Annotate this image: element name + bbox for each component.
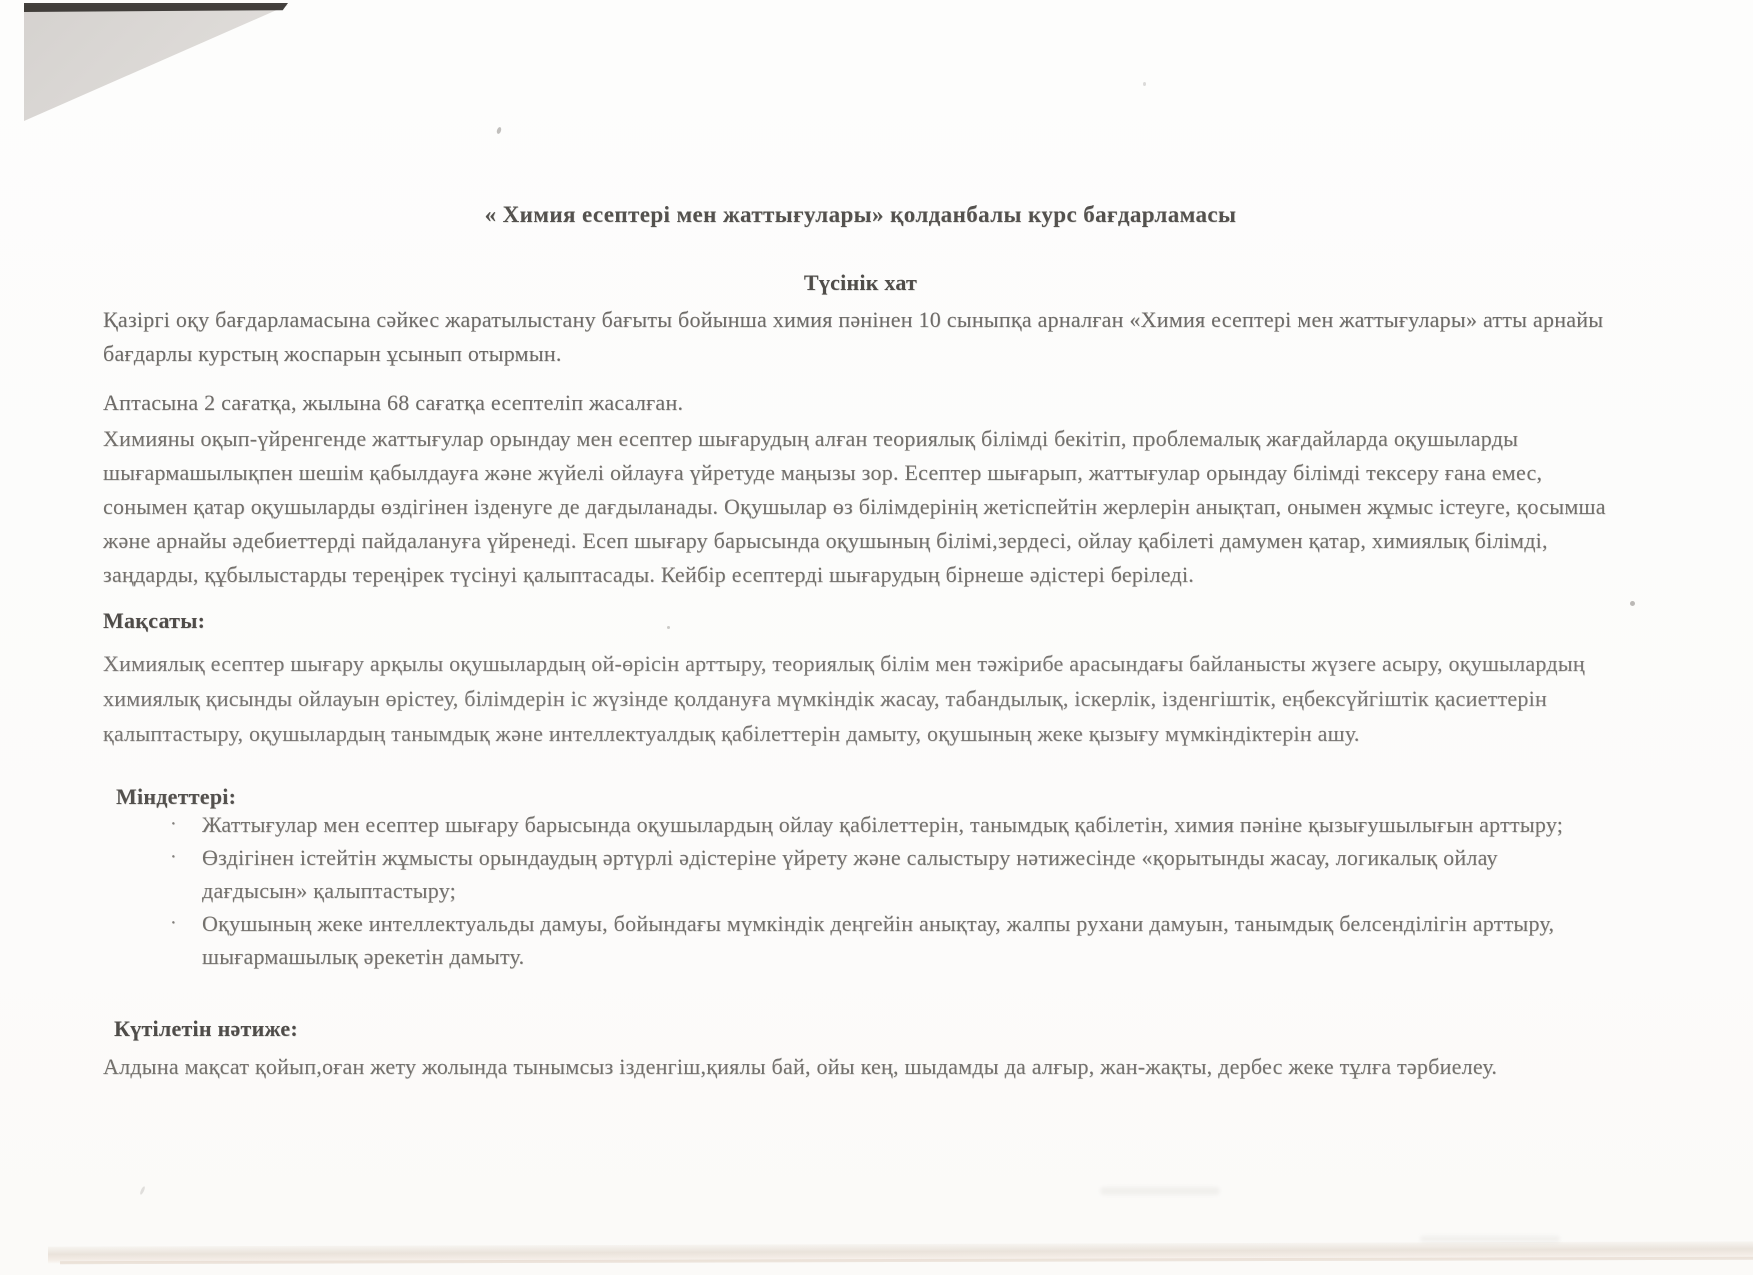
goal-heading: Мақсаты:: [103, 608, 206, 633]
scan-bleedthrough-smudge: [1420, 1236, 1560, 1242]
outcome-paragraph: Алдына мақсат қойып,оған жету жолында тынымсыз ізденгіш,қиялы бай, ойы кең, шыдамды да алғыр, жан-жақты, дербес жеке тұлға тәрбиелеу.: [103, 1054, 1498, 1079]
tasks-heading: Міндеттері:: [116, 784, 237, 809]
bullet-dot-icon: ·: [170, 846, 177, 868]
bullet-dot-icon: ·: [170, 813, 177, 835]
hours-paragraph: Аптасына 2 сағатқа, жылына 68 сағатқа есептеліп жасалған.: [103, 390, 684, 415]
task-list: [168, 808, 1588, 973]
task-item: [168, 808, 1588, 841]
scan-bleedthrough-smudge: [1100, 1187, 1220, 1195]
scan-speck: [1630, 601, 1635, 606]
scan-corner-fold-artifact: [24, 3, 288, 121]
outcome-heading: Күтілетін нәтиже:: [114, 1016, 298, 1041]
scan-speck: [139, 1186, 146, 1195]
task-item-text: Оқушының жеке интеллектуальды дамуы, бойындағы мүмкіндік деңгейін анықтау, жалпы рухани дамуын, танымдық белсенділігін арттыру, шығармашылық әрекетін дамыту.: [202, 911, 1555, 969]
rationale-paragraph: Химияны оқып-үйренгенде жаттығулар орындау мен есептер шығарудың алған теориялық білімді бекітіп, проблемалық жағдайларда оқушыларды шығармашылықпен шешім қабылдауға және жүйелі ойлауға үйретуде маңызы зор. Есептер шығарып, жаттығулар орындау білімді тексеру ғана емес, сонымен қатар оқушыларды өздігінен ізденуге де дағдыланады. Оқушылар өз білімдерінің жетіспейтін жерлерін анықтап, онымен жұмыс істеуге, қосымша және арнайы әдебиеттерді пайдалануға үйренеді. Есеп шығару барысында оқушының білімі,зердесі, ойлау қабілеті дамумен қатар, химиялық білімді, заңдарды, құбылыстарды тереңірек түсінуі қалыптасады. Кейбір есептерді шығарудың бірнеше әдістері беріледі.: [103, 426, 1606, 587]
scan-speck: [496, 127, 502, 135]
document-subtitle: Түсінік хат: [803, 270, 918, 295]
bullet-dot-icon: ·: [170, 912, 177, 934]
task-item-text: Өздігінен істейтін жұмысты орындаудың әртүрлі әдістеріне үйрету және салыстыру нәтижесінде «қорытынды жасау, логикалық ойлау дағдысын» қалыптастыру;: [202, 845, 1498, 903]
corner-shadow-triangle: [24, 5, 288, 121]
task-item: [168, 907, 1588, 973]
goal-paragraph: Химиялық есептер шығару арқылы оқушылардың ой-өрісін арттыру, теориялық білім мен тәжірибе арасындағы байланысты жүзеге асыру, оқушылардың химиялық қисынды ойлауын өрістеу, білімдерін іс жүзінде қолдануға мүмкіндік жасау, табандылық, іскерлік, ізденгіштік, еңбексүйгіштік қасиеттерін қалыптастыру, оқушылардың танымдық және интеллектуалдық қабілеттерін дамыту, оқушының жеке қызығу мүмкіндіктерін ашу.: [103, 651, 1585, 746]
intro-paragraph: Қазіргі оқу бағдарламасына сәйкес жаратылыстану бағыты бойынша химия пәнінен 10 сыныпқа арналған «Химия есептері мен жаттығулары» атты арнайы бағдарлы курстың жоспарын ұсынып отырмын.: [103, 307, 1604, 366]
task-item-text: Жаттығулар мен есептер шығару барысында оқушылардың ойлау қабілеттерін, танымдық қабілетін, химия пәніне қызығушылығын арттыру;: [202, 812, 1564, 837]
document-title: « Химия есептері мен жаттығулары» қолданбалы курс бағдарламасы: [484, 202, 1237, 227]
task-item: [168, 841, 1588, 907]
scan-speck: [1143, 82, 1146, 86]
